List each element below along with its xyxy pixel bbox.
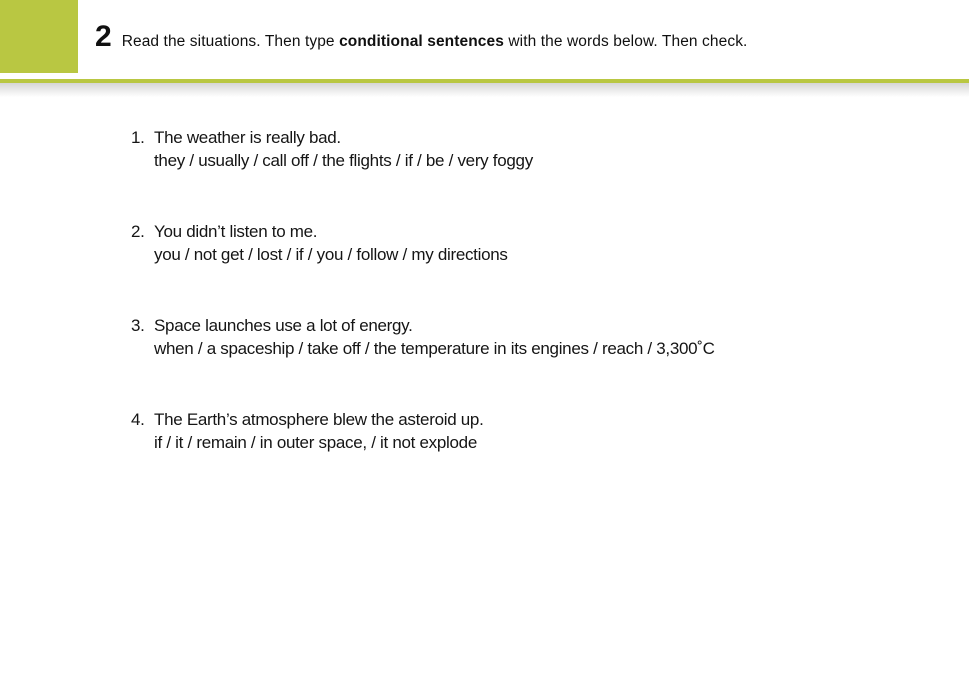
item-number: 3.: [131, 316, 145, 335]
exercise-instruction: [122, 33, 748, 51]
instruction-suffix: with the words below. Then check.: [503, 33, 748, 50]
item-prompt: when / a spaceship / take off / the temperature in its engines / reach / 3,300˚C: [154, 339, 715, 358]
item-text: [154, 314, 715, 360]
exercise-header: [95, 22, 747, 52]
item-situation: The weather is really bad.: [154, 128, 341, 147]
exercise-item-4: [131, 408, 851, 454]
instruction-prefix: Read the situations. Then type: [121, 33, 340, 50]
item-text: [154, 408, 484, 454]
exercise-item-1: [131, 126, 851, 172]
exercise-items: [131, 126, 851, 502]
item-prompt: they / usually / call off / the flights / if / be / very foggy: [154, 151, 533, 170]
item-situation: You didn’t listen to me.: [154, 222, 318, 241]
exercise-item-2: [131, 220, 851, 266]
item-situation: The Earth’s atmosphere blew the asteroid up.: [154, 410, 484, 429]
item-text: [154, 220, 508, 266]
item-text: [154, 126, 533, 172]
item-prompt: if / it / remain / in outer space, / it not explode: [154, 433, 477, 452]
item-number: 4.: [131, 410, 145, 429]
item-prompt: you / not get / lost / if / you / follow / my directions: [154, 245, 508, 264]
exercise-item-3: [131, 314, 851, 360]
corner-accent-square: [0, 0, 78, 73]
item-situation: Space launches use a lot of energy.: [154, 316, 413, 335]
divider-shadow: [0, 83, 969, 97]
item-number: 2.: [131, 222, 145, 241]
exercise-number: 2: [95, 20, 112, 53]
item-number: 1.: [131, 128, 145, 147]
instruction-bold-term: conditional sentences: [339, 33, 504, 50]
